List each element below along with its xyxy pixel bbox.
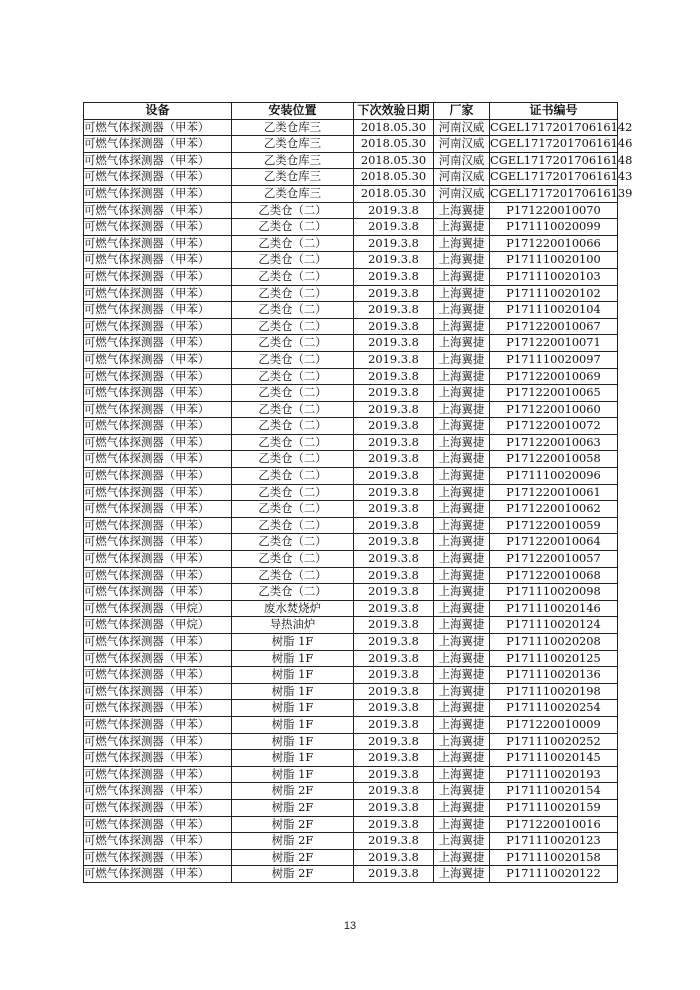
table-row: [84, 252, 618, 269]
device-cell: 可燃气体探测器（甲苯）: [84, 816, 232, 833]
date-cell: 2018.05.30: [354, 152, 434, 169]
location-cell: 乙类仓（二）: [232, 202, 354, 219]
device-cell: 可燃气体探测器（甲苯）: [84, 318, 232, 335]
location-cell: 乙类仓库三: [232, 119, 354, 136]
manufacturer-cell: 上海翼捷: [434, 335, 490, 352]
manufacturer-cell: 上海翼捷: [434, 268, 490, 285]
manufacturer-cell: 上海翼捷: [434, 318, 490, 335]
device-cell: 可燃气体探测器（甲苯）: [84, 700, 232, 717]
manufacturer-cell: 上海翼捷: [434, 816, 490, 833]
date-cell: 2019.3.8: [354, 650, 434, 667]
certificate-cell: P171110020098: [490, 584, 618, 601]
table-row: [84, 650, 618, 667]
location-cell: 乙类仓（二）: [232, 567, 354, 584]
location-cell: 树脂 1F: [232, 634, 354, 651]
table-row: [84, 716, 618, 733]
manufacturer-cell: 上海翼捷: [434, 634, 490, 651]
date-cell: 2019.3.8: [354, 833, 434, 850]
manufacturer-cell: 上海翼捷: [434, 285, 490, 302]
certificate-cell: P171110020252: [490, 733, 618, 750]
location-cell: 树脂 1F: [232, 667, 354, 684]
table-row: [84, 567, 618, 584]
date-cell: 2018.05.30: [354, 169, 434, 186]
device-cell: 可燃气体探测器（甲苯）: [84, 799, 232, 816]
device-cell: 可燃气体探测器（甲苯）: [84, 418, 232, 435]
device-cell: 可燃气体探测器（甲苯）: [84, 551, 232, 568]
header-next-calibration-date: 下次效验日期: [354, 103, 434, 120]
certificate-cell: P171110020097: [490, 351, 618, 368]
device-cell: 可燃气体探测器（甲苯）: [84, 302, 232, 319]
location-cell: 乙类仓库三: [232, 152, 354, 169]
date-cell: 2019.3.8: [354, 484, 434, 501]
device-cell: 可燃气体探测器（甲苯）: [84, 219, 232, 236]
manufacturer-cell: 上海翼捷: [434, 401, 490, 418]
date-cell: 2019.3.8: [354, 219, 434, 236]
device-cell: 可燃气体探测器（甲苯）: [84, 252, 232, 269]
device-cell: 可燃气体探测器（甲苯）: [84, 517, 232, 534]
certificate-cell: CGEL171720170616148: [490, 152, 618, 169]
calibration-table: [83, 102, 633, 883]
location-cell: 乙类仓（二）: [232, 268, 354, 285]
manufacturer-cell: 上海翼捷: [434, 302, 490, 319]
manufacturer-cell: 上海翼捷: [434, 418, 490, 435]
device-cell: 可燃气体探测器（甲苯）: [84, 584, 232, 601]
location-cell: 树脂 1F: [232, 716, 354, 733]
date-cell: 2019.3.8: [354, 202, 434, 219]
location-cell: 树脂 1F: [232, 750, 354, 767]
location-cell: 乙类仓（二）: [232, 401, 354, 418]
location-cell: 乙类仓（二）: [232, 368, 354, 385]
device-cell: 可燃气体探测器（甲苯）: [84, 268, 232, 285]
certificate-cell: P171110020158: [490, 849, 618, 866]
device-cell: 可燃气体探测器（甲苯）: [84, 152, 232, 169]
date-cell: 2019.3.8: [354, 401, 434, 418]
date-cell: 2019.3.8: [354, 368, 434, 385]
table-row: [84, 385, 618, 402]
location-cell: 乙类仓（二）: [232, 517, 354, 534]
certificate-cell: P171110020125: [490, 650, 618, 667]
table-row: [84, 152, 618, 169]
table-row: [84, 501, 618, 518]
table-row: [84, 468, 618, 485]
manufacturer-cell: 上海翼捷: [434, 434, 490, 451]
device-cell: 可燃气体探测器（甲苯）: [84, 650, 232, 667]
table-row: [84, 866, 618, 883]
certificate-cell: P171220010061: [490, 484, 618, 501]
table-row: [84, 219, 618, 236]
header-row: [84, 103, 618, 120]
device-cell: 可燃气体探测器（甲苯）: [84, 434, 232, 451]
manufacturer-cell: 上海翼捷: [434, 351, 490, 368]
device-cell: 可燃气体探测器（甲苯）: [84, 401, 232, 418]
date-cell: 2019.3.8: [354, 318, 434, 335]
table-row: [84, 534, 618, 551]
location-cell: 乙类仓（二）: [232, 318, 354, 335]
manufacturer-cell: 上海翼捷: [434, 202, 490, 219]
table-row: [84, 202, 618, 219]
table-row: [84, 816, 618, 833]
certificate-cell: P171220010068: [490, 567, 618, 584]
certificate-cell: P171110020103: [490, 268, 618, 285]
table-row: [84, 136, 618, 153]
manufacturer-cell: 上海翼捷: [434, 567, 490, 584]
table-row: [84, 302, 618, 319]
device-cell: 可燃气体探测器（甲苯）: [84, 235, 232, 252]
location-cell: 乙类仓（二）: [232, 501, 354, 518]
location-cell: 乙类仓（二）: [232, 302, 354, 319]
certificate-cell: CGEL171720170616146: [490, 136, 618, 153]
table-row: [84, 833, 618, 850]
certificate-cell: P171220010060: [490, 401, 618, 418]
certificate-cell: P171220010009: [490, 716, 618, 733]
table-row: [84, 401, 618, 418]
location-cell: 废水焚烧炉: [232, 600, 354, 617]
date-cell: 2019.3.8: [354, 733, 434, 750]
certificate-cell: P171220010066: [490, 235, 618, 252]
date-cell: 2019.3.8: [354, 418, 434, 435]
date-cell: 2018.05.30: [354, 136, 434, 153]
location-cell: 树脂 1F: [232, 683, 354, 700]
date-cell: 2019.3.8: [354, 451, 434, 468]
certificate-cell: P171220010057: [490, 551, 618, 568]
device-cell: 可燃气体探测器（甲苯）: [84, 750, 232, 767]
location-cell: 乙类仓（二）: [232, 584, 354, 601]
header-location: 安装位置: [232, 103, 354, 120]
manufacturer-cell: 河南汉威: [434, 152, 490, 169]
header-manufacturer: 厂家: [434, 103, 490, 120]
date-cell: 2019.3.8: [354, 567, 434, 584]
location-cell: 乙类仓（二）: [232, 451, 354, 468]
certificate-cell: P171220010071: [490, 335, 618, 352]
manufacturer-cell: 上海翼捷: [434, 235, 490, 252]
location-cell: 乙类仓（二）: [232, 335, 354, 352]
table-row: [84, 517, 618, 534]
certificate-cell: CGEL171720170616139: [490, 185, 618, 202]
certificate-cell: P171110020104: [490, 302, 618, 319]
manufacturer-cell: 上海翼捷: [434, 799, 490, 816]
device-cell: 可燃气体探测器（甲苯）: [84, 849, 232, 866]
table-row: [84, 418, 618, 435]
certificate-cell: P171110020136: [490, 667, 618, 684]
location-cell: 树脂 2F: [232, 833, 354, 850]
table-row: [84, 268, 618, 285]
device-cell: 可燃气体探测器（甲苯）: [84, 468, 232, 485]
device-cell: 可燃气体探测器（甲苯）: [84, 119, 232, 136]
header-certificate-number: 证书编号: [490, 103, 618, 120]
table-row: [84, 733, 618, 750]
device-cell: 可燃气体探测器（甲苯）: [84, 716, 232, 733]
date-cell: 2019.3.8: [354, 285, 434, 302]
certificate-cell: P171110020123: [490, 833, 618, 850]
certificate-cell: P171110020198: [490, 683, 618, 700]
date-cell: 2019.3.8: [354, 335, 434, 352]
location-cell: 乙类仓库三: [232, 136, 354, 153]
device-cell: 可燃气体探测器（甲苯）: [84, 567, 232, 584]
date-cell: 2019.3.8: [354, 849, 434, 866]
date-cell: 2019.3.8: [354, 434, 434, 451]
manufacturer-cell: 上海翼捷: [434, 451, 490, 468]
date-cell: 2019.3.8: [354, 766, 434, 783]
date-cell: 2019.3.8: [354, 750, 434, 767]
certificate-cell: P171220010072: [490, 418, 618, 435]
certificate-cell: P171220010070: [490, 202, 618, 219]
certificate-cell: P171220010016: [490, 816, 618, 833]
device-cell: 可燃气体探测器（甲苯）: [84, 335, 232, 352]
table-row: [84, 285, 618, 302]
device-cell: 可燃气体探测器（甲苯）: [84, 285, 232, 302]
table-row: [84, 584, 618, 601]
table-row: [84, 799, 618, 816]
table-row: [84, 600, 618, 617]
manufacturer-cell: 上海翼捷: [434, 551, 490, 568]
table-row: [84, 683, 618, 700]
manufacturer-cell: 上海翼捷: [434, 534, 490, 551]
location-cell: 树脂 1F: [232, 650, 354, 667]
date-cell: 2019.3.8: [354, 252, 434, 269]
manufacturer-cell: 上海翼捷: [434, 368, 490, 385]
location-cell: 乙类仓（二）: [232, 252, 354, 269]
location-cell: 乙类仓（二）: [232, 418, 354, 435]
table-row: [84, 551, 618, 568]
table-row: [84, 434, 618, 451]
location-cell: 乙类仓（二）: [232, 551, 354, 568]
manufacturer-cell: 上海翼捷: [434, 600, 490, 617]
location-cell: 树脂 1F: [232, 766, 354, 783]
location-cell: 乙类仓（二）: [232, 468, 354, 485]
location-cell: 乙类仓（二）: [232, 219, 354, 236]
certificate-cell: P171110020124: [490, 617, 618, 634]
date-cell: 2019.3.8: [354, 716, 434, 733]
location-cell: 乙类仓库三: [232, 185, 354, 202]
location-cell: 树脂 2F: [232, 849, 354, 866]
date-cell: 2019.3.8: [354, 268, 434, 285]
device-cell: 可燃气体探测器（甲苯）: [84, 667, 232, 684]
manufacturer-cell: 上海翼捷: [434, 501, 490, 518]
certificate-cell: P171220010058: [490, 451, 618, 468]
date-cell: 2019.3.8: [354, 816, 434, 833]
header-device: 设备: [84, 103, 232, 120]
certificate-cell: P171110020099: [490, 219, 618, 236]
certificate-cell: P171110020254: [490, 700, 618, 717]
date-cell: 2019.3.8: [354, 634, 434, 651]
certificate-cell: P171110020102: [490, 285, 618, 302]
manufacturer-cell: 上海翼捷: [434, 219, 490, 236]
manufacturer-cell: 河南汉威: [434, 169, 490, 186]
table-row: [84, 783, 618, 800]
device-cell: 可燃气体探测器（甲苯）: [84, 351, 232, 368]
manufacturer-cell: 上海翼捷: [434, 584, 490, 601]
device-cell: 可燃气体探测器（甲苯）: [84, 683, 232, 700]
table-row: [84, 634, 618, 651]
certificate-cell: P171220010059: [490, 517, 618, 534]
manufacturer-cell: 上海翼捷: [434, 385, 490, 402]
device-cell: 可燃气体探测器（甲苯）: [84, 169, 232, 186]
certificate-cell: P171110020193: [490, 766, 618, 783]
manufacturer-cell: 上海翼捷: [434, 517, 490, 534]
device-cell: 可燃气体探测器（甲苯）: [84, 783, 232, 800]
table-row: [84, 368, 618, 385]
table-row: [84, 750, 618, 767]
certificate-cell: CGEL171720170616142: [490, 119, 618, 136]
date-cell: 2018.05.30: [354, 185, 434, 202]
manufacturer-cell: 上海翼捷: [434, 866, 490, 883]
device-cell: 可燃气体探测器（甲苯）: [84, 185, 232, 202]
certificate-cell: P171220010064: [490, 534, 618, 551]
manufacturer-cell: 上海翼捷: [434, 750, 490, 767]
table-row: [84, 700, 618, 717]
manufacturer-cell: 上海翼捷: [434, 484, 490, 501]
location-cell: 乙类仓（二）: [232, 285, 354, 302]
manufacturer-cell: 上海翼捷: [434, 650, 490, 667]
location-cell: 树脂 2F: [232, 816, 354, 833]
manufacturer-cell: 河南汉威: [434, 136, 490, 153]
certificate-cell: P171220010069: [490, 368, 618, 385]
device-cell: 可燃气体探测器（甲苯）: [84, 385, 232, 402]
table-row: [84, 667, 618, 684]
certificate-cell: P171220010062: [490, 501, 618, 518]
table-row: [84, 617, 618, 634]
location-cell: 树脂 2F: [232, 866, 354, 883]
date-cell: 2018.05.30: [354, 119, 434, 136]
date-cell: 2019.3.8: [354, 517, 434, 534]
table-row: [84, 119, 618, 136]
table-row: [84, 335, 618, 352]
device-cell: 可燃气体探测器（甲苯）: [84, 833, 232, 850]
location-cell: 乙类仓（二）: [232, 534, 354, 551]
location-cell: 导热油炉: [232, 617, 354, 634]
certificate-cell: P171220010063: [490, 434, 618, 451]
certificate-cell: P171110020100: [490, 252, 618, 269]
location-cell: 树脂 1F: [232, 700, 354, 717]
manufacturer-cell: 上海翼捷: [434, 849, 490, 866]
location-cell: 乙类仓（二）: [232, 385, 354, 402]
manufacturer-cell: 上海翼捷: [434, 716, 490, 733]
location-cell: 树脂 2F: [232, 783, 354, 800]
manufacturer-cell: 上海翼捷: [434, 468, 490, 485]
date-cell: 2019.3.8: [354, 235, 434, 252]
manufacturer-cell: 上海翼捷: [434, 700, 490, 717]
date-cell: 2019.3.8: [354, 551, 434, 568]
date-cell: 2019.3.8: [354, 468, 434, 485]
location-cell: 树脂 1F: [232, 733, 354, 750]
certificate-cell: P171110020154: [490, 783, 618, 800]
date-cell: 2019.3.8: [354, 534, 434, 551]
certificate-cell: P171110020146: [490, 600, 618, 617]
date-cell: 2019.3.8: [354, 700, 434, 717]
manufacturer-cell: 河南汉威: [434, 119, 490, 136]
location-cell: 乙类仓（二）: [232, 351, 354, 368]
manufacturer-cell: 上海翼捷: [434, 733, 490, 750]
date-cell: 2019.3.8: [354, 866, 434, 883]
location-cell: 乙类仓（二）: [232, 484, 354, 501]
manufacturer-cell: 上海翼捷: [434, 667, 490, 684]
manufacturer-cell: 上海翼捷: [434, 617, 490, 634]
certificate-cell: P171110020145: [490, 750, 618, 767]
date-cell: 2019.3.8: [354, 799, 434, 816]
device-cell: 可燃气体探测器（甲苯）: [84, 866, 232, 883]
table-body: [84, 119, 633, 882]
manufacturer-cell: 上海翼捷: [434, 766, 490, 783]
table-row: [84, 351, 618, 368]
device-cell: 可燃气体探测器（甲苯）: [84, 368, 232, 385]
device-cell: 可燃气体探测器（甲苯）: [84, 766, 232, 783]
device-cell: 可燃气体探测器（甲烷）: [84, 600, 232, 617]
table-row: [84, 484, 618, 501]
table-row: [84, 235, 618, 252]
device-cell: 可燃气体探测器（甲苯）: [84, 634, 232, 651]
table-row: [84, 451, 618, 468]
certificate-cell: P171110020159: [490, 799, 618, 816]
table-row: [84, 766, 618, 783]
date-cell: 2019.3.8: [354, 385, 434, 402]
table-row: [84, 318, 618, 335]
date-cell: 2019.3.8: [354, 600, 434, 617]
manufacturer-cell: 上海翼捷: [434, 683, 490, 700]
certificate-cell: P171110020122: [490, 866, 618, 883]
manufacturer-cell: 上海翼捷: [434, 252, 490, 269]
certificate-cell: P171110020208: [490, 634, 618, 651]
manufacturer-cell: 河南汉威: [434, 185, 490, 202]
date-cell: 2019.3.8: [354, 302, 434, 319]
device-cell: 可燃气体探测器（甲苯）: [84, 202, 232, 219]
table-row: [84, 185, 618, 202]
date-cell: 2019.3.8: [354, 617, 434, 634]
certificate-cell: CGEL171720170616143: [490, 169, 618, 186]
certificate-cell: P171220010067: [490, 318, 618, 335]
device-cell: 可燃气体探测器（甲苯）: [84, 534, 232, 551]
certificate-cell: P171110020096: [490, 468, 618, 485]
page-number: 13: [343, 920, 357, 932]
manufacturer-cell: 上海翼捷: [434, 783, 490, 800]
certificate-cell: P171220010065: [490, 385, 618, 402]
device-cell: 可燃气体探测器（甲烷）: [84, 617, 232, 634]
location-cell: 乙类仓库三: [232, 169, 354, 186]
date-cell: 2019.3.8: [354, 501, 434, 518]
manufacturer-cell: 上海翼捷: [434, 833, 490, 850]
table-row: [84, 849, 618, 866]
device-cell: 可燃气体探测器（甲苯）: [84, 501, 232, 518]
device-cell: 可燃气体探测器（甲苯）: [84, 484, 232, 501]
location-cell: 乙类仓（二）: [232, 235, 354, 252]
date-cell: 2019.3.8: [354, 351, 434, 368]
date-cell: 2019.3.8: [354, 584, 434, 601]
date-cell: 2019.3.8: [354, 667, 434, 684]
device-cell: 可燃气体探测器（甲苯）: [84, 451, 232, 468]
table-row: [84, 169, 618, 186]
location-cell: 乙类仓（二）: [232, 434, 354, 451]
location-cell: 树脂 2F: [232, 799, 354, 816]
device-cell: 可燃气体探测器（甲苯）: [84, 733, 232, 750]
date-cell: 2019.3.8: [354, 783, 434, 800]
date-cell: 2019.3.8: [354, 683, 434, 700]
device-cell: 可燃气体探测器（甲苯）: [84, 136, 232, 153]
